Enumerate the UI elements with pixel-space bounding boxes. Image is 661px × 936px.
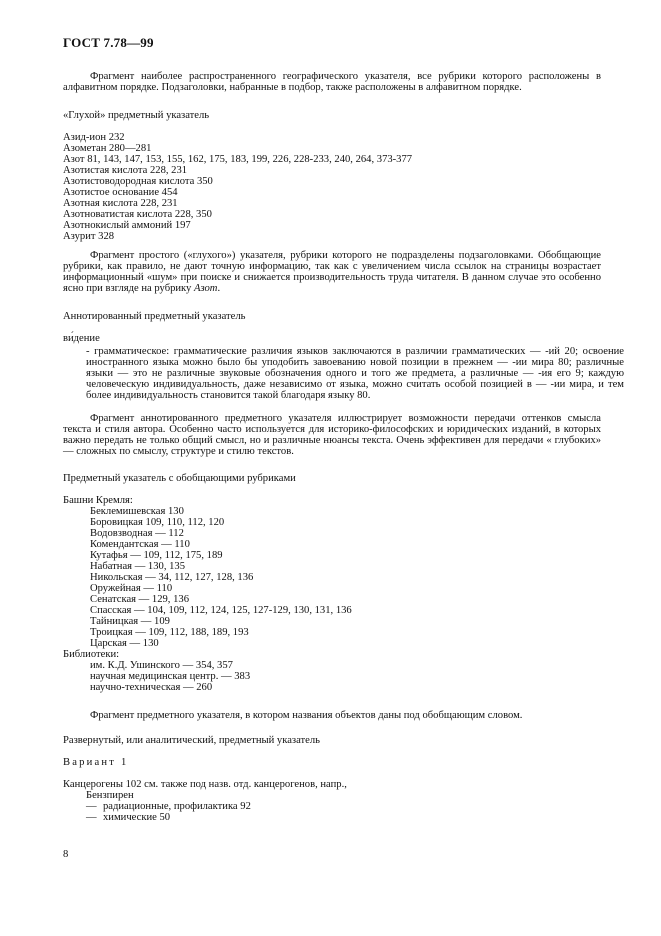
variant-label: Вариант 1 xyxy=(63,757,129,768)
index-entry: Азурит 328 xyxy=(63,231,115,242)
dash-mark: — xyxy=(86,812,97,823)
annotated-index-heading: ви́дение xyxy=(63,333,100,344)
list-item: Царская — 130 xyxy=(90,638,159,649)
index-entry: Азотноватистая кислота 228, 350 xyxy=(63,209,212,220)
index-entry: Азотная кислота 228, 231 xyxy=(63,198,178,209)
annotated-index-entry: - грамматическое: грамматические различия языков заключаются в различии грамматических — -ий 20; освоение иностранного языка можно было бы уподобить завоеванию новой позиции в прежнем — -ии мира 80; различные языки — это не различные звуковые обозначения одного и того же предмета, а различные — -ия его 9; каждую человеческую индивидуальность, даже независимо от языка, можно считать особой позицией в — -ии мира, и тем более индивидуальность становится такой благодаря языку 80. xyxy=(86,346,624,401)
index-entry: Азид-ион 232 xyxy=(63,132,125,143)
list-item: Набатная — 130, 135 xyxy=(90,561,186,572)
annotated-index-title: Аннотированный предметный указатель xyxy=(63,311,246,322)
italic-term: Азот xyxy=(194,283,218,294)
list-item: Никольская — 34, 112, 127, 128, 136 xyxy=(90,572,254,583)
list-item: Кутафья — 109, 112, 175, 189 xyxy=(90,550,223,561)
analytic-index-entries xyxy=(63,779,601,823)
index-entry: Азотнокислый аммоний 197 xyxy=(63,220,191,231)
list-item: Троицкая — 109, 112, 188, 189, 193 xyxy=(90,627,249,638)
document-header: ГОСТ 7.78—99 xyxy=(63,35,154,50)
group-heading: Башни Кремля: xyxy=(63,495,133,506)
deaf-index-comment: Фрагмент простого («глухого») указателя, рубрики которого не подразделены подзаголовками. Обобщающие рубрики, как правило, не дают точную информацию, так как с увеличением числа ссылок на страницы возрастает информационный «шум» при поиске и снижается производительность труда читателя. В данном случае это особенно ясно при взгляде на рубрику Азот. xyxy=(63,250,601,294)
deaf-index-title: «Глухой» предметный указатель xyxy=(63,110,210,121)
list-item: научно-техническая — 260 xyxy=(90,682,213,693)
list-item: научная медицинская центр. — 383 xyxy=(90,671,251,682)
general-index-title: Предметный указатель с обобщающими рубриками xyxy=(63,473,296,484)
index-entry: Азотистоводородная кислота 350 xyxy=(63,176,213,187)
list-item: им. К.Д. Ушинского — 354, 357 xyxy=(90,660,233,671)
annotated-index-comment: Фрагмент аннотированного предметного указателя иллюстрирует возможности передачи оттенков смысла текста и стиля автора. Особенно часто используется для историко-философских и юридических изданий, в которых важно передать не только общий смысл, но и различные нюансы текста. Очень эффективен для передачи « глубоких» — сложных по смыслу, структуре и стилю текстов. xyxy=(63,413,601,457)
sub-entry: — радиационные, профилактика 92 xyxy=(86,801,251,812)
general-index-list xyxy=(63,495,601,693)
index-entry: Азометан 280—281 xyxy=(63,143,152,154)
group-heading: Библиотеки: xyxy=(63,649,120,660)
list-item: Сенатская — 129, 136 xyxy=(90,594,189,605)
list-item: Тайницкая — 109 xyxy=(90,616,170,627)
sub-entry: Бензпирен xyxy=(86,790,134,801)
list-item: Комендантская — 110 xyxy=(90,539,190,550)
index-entry: Азотистое основание 454 xyxy=(63,187,178,198)
index-entry: Канцерогены 102 см. также под назв. отд. канцерогенов, напр., xyxy=(63,779,347,790)
list-item: Водовзводная — 112 xyxy=(90,528,184,539)
analytic-index-title: Развернутый, или аналитический, предметный указатель xyxy=(63,735,320,746)
index-entry: Азотистая кислота 228, 231 xyxy=(63,165,188,176)
fragment-geo-paragraph: Фрагмент наиболее распространенного географического указателя, все рубрики которого расположены в алфавитном порядке. Подзаголовки, набранные в подбор, также расположены в алфавитном порядке. xyxy=(63,71,601,93)
sub-entry: — химические 50 xyxy=(86,812,171,823)
general-index-comment: Фрагмент предметного указателя, в котором названия объектов даны под обобщающим словом. xyxy=(90,710,523,721)
dash-mark: — xyxy=(86,801,97,812)
list-item: Оружейная — 110 xyxy=(90,583,173,594)
page-number: 8 xyxy=(63,849,69,860)
list-item: Боровицкая 109, 110, 112, 120 xyxy=(90,517,225,528)
index-entry: Азот 81, 143, 147, 153, 155, 162, 175, 183, 199, 226, 228-233, 240, 264, 373-377 xyxy=(63,154,413,165)
deaf-index-entries xyxy=(63,132,601,242)
list-item: Спасская — 104, 109, 112, 124, 125, 127-129, 130, 131, 136 xyxy=(90,605,352,616)
list-item: Беклемишевская 130 xyxy=(90,506,184,517)
